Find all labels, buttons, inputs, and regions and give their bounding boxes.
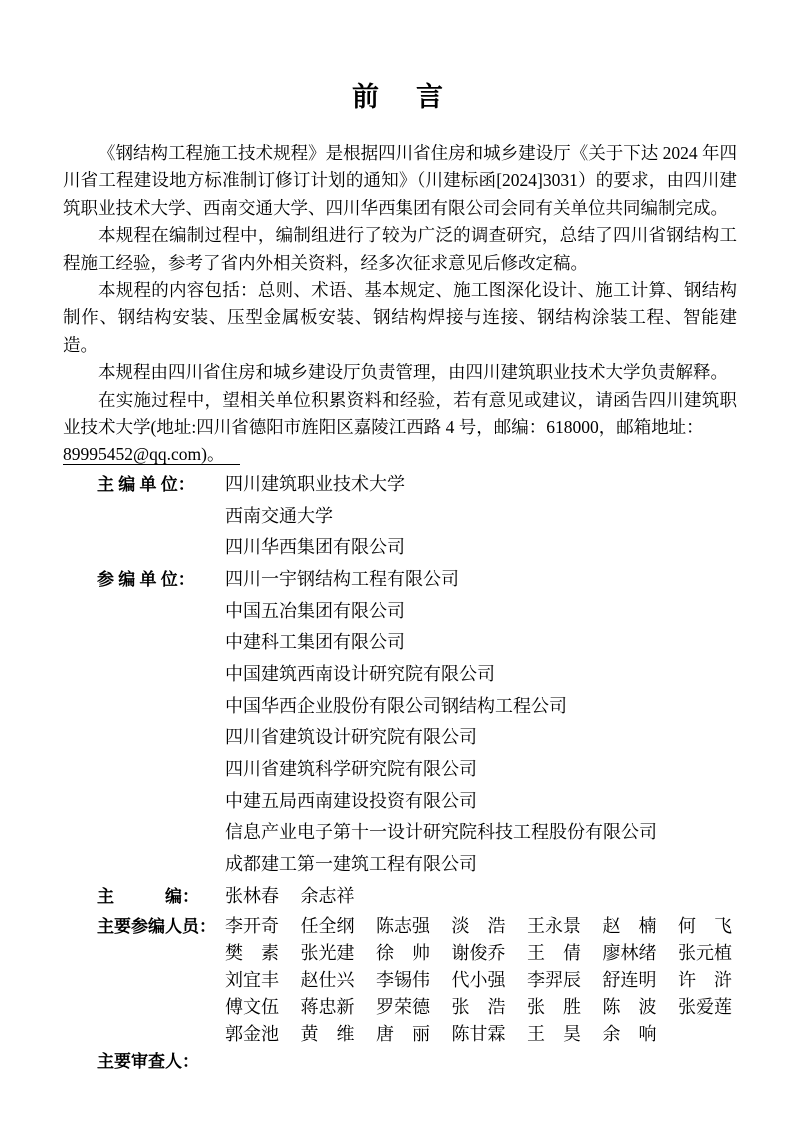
person-name: 淡 浩 <box>451 915 506 936</box>
label-spacer <box>97 786 225 818</box>
reviewers-row <box>63 1048 737 1075</box>
person-name: 任全纲 <box>300 915 355 936</box>
label-spacer <box>97 501 225 533</box>
participating-units-label: 参 编 单 位： <box>97 569 195 589</box>
participant-names <box>225 1021 737 1048</box>
participating-units-row <box>63 786 737 818</box>
chief-editors-label: 主 编： <box>97 886 199 906</box>
person-name: 陈 波 <box>602 996 657 1017</box>
unit-name: 中建科工集团有限公司 <box>225 632 405 653</box>
participants-row <box>63 940 737 967</box>
paragraph-text: 本规程由四川省住房和城乡建设厅负责管理，由四川建筑职业技术大学负责解释。 <box>98 362 728 383</box>
person-name: 何 飞 <box>678 915 732 936</box>
unit-name: 四川一宇钢结构工程有限公司 <box>225 568 459 589</box>
person-name: 张元植 <box>678 942 732 963</box>
person-name: 郭金池 <box>225 1023 279 1044</box>
unit-name: 中建五局西南建设投资有限公司 <box>225 790 477 811</box>
paragraph-management <box>63 359 737 386</box>
unit-name: 中国华西企业股份有限公司钢结构工程公司 <box>225 695 567 716</box>
paragraph-text: 本规程在编制过程中，编制组进行了较为广泛的调查研究，总结了四川省钢结构工程施工经验，参考了省内外相关资料，经多次征求意见后修改定稿。 <box>63 225 737 273</box>
label-spacer <box>97 627 225 659</box>
participating-units-row <box>63 627 737 659</box>
chief-editors-row <box>63 881 737 913</box>
person-name: 张林春 <box>225 885 279 906</box>
reviewer-names <box>225 1048 737 1075</box>
person-name: 李开奇 <box>225 915 279 936</box>
person-name: 舒连明 <box>602 969 657 990</box>
chief-units-row <box>63 469 737 501</box>
paragraph-process <box>63 222 737 277</box>
person-name: 王 倩 <box>527 942 581 963</box>
reviewers-label: 主要审查人： <box>97 1051 199 1071</box>
person-name: 余志祥 <box>300 885 355 906</box>
label-spacer <box>97 722 225 754</box>
person-name: 廖林绪 <box>602 942 657 963</box>
unit-name: 四川省建筑设计研究院有限公司 <box>225 727 477 748</box>
chief-units-row <box>63 532 737 564</box>
person-name: 李锡伟 <box>376 969 430 990</box>
person-name: 张爱莲 <box>678 996 732 1017</box>
person-name: 唐 丽 <box>376 1023 430 1044</box>
unit-name: 四川建筑职业技术大学 <box>225 473 405 494</box>
chief-units-label: 主 编 单 位： <box>97 474 195 494</box>
person-name: 黄 维 <box>300 1023 355 1044</box>
participating-units-row <box>63 817 737 849</box>
paragraph-text: 本规程的内容包括：总则、术语、基本规定、施工图深化设计、施工计算、钢结构制作、钢结构安装、压型金属板安装、钢结构焊接与连接、钢结构涂装工程、智能建造。 <box>63 280 737 355</box>
person-name: 蒋忠新 <box>300 996 355 1017</box>
participating-units-row <box>63 659 737 691</box>
paragraph-basis <box>63 140 737 222</box>
participating-units-row <box>63 754 737 786</box>
person-name: 李羿辰 <box>527 969 581 990</box>
unit-name: 中国五冶集团有限公司 <box>225 600 405 621</box>
page-title: 前 言 <box>352 82 448 112</box>
participants-row <box>63 1021 737 1048</box>
participating-units-row <box>63 564 737 596</box>
label-spacer <box>97 817 225 849</box>
label-spacer <box>97 691 225 723</box>
person-name: 王 昊 <box>527 1023 581 1044</box>
label-spacer <box>97 659 225 691</box>
paragraph-contact <box>63 387 737 469</box>
person-name: 许 浒 <box>678 969 732 990</box>
person-name: 张 胜 <box>527 996 581 1017</box>
paragraph-text: 在实施过程中，望相关单位积累资料和经验，若有意见或建议，请函告四川建筑职业技术大学(地址:四川省德阳市旌阳区嘉陵江西路 4 号，邮编：618000，邮箱地址： <box>63 389 737 438</box>
chief-units-row <box>63 501 737 533</box>
participants-label: 主要参编人员： <box>97 916 216 936</box>
label-spacer <box>97 754 225 786</box>
chief-editors-names <box>225 881 737 913</box>
preface-body <box>63 140 737 469</box>
person-name: 代小强 <box>451 969 506 990</box>
person-name: 赵 楠 <box>602 915 657 936</box>
person-name: 张光建 <box>300 942 355 963</box>
person-name: 陈志强 <box>376 915 430 936</box>
label-spacer <box>97 1021 225 1048</box>
unit-name: 西南交通大学 <box>225 505 333 526</box>
person-name: 张 浩 <box>451 996 506 1017</box>
participating-units-row <box>63 722 737 754</box>
label-spacer <box>97 532 225 564</box>
person-name: 赵仕兴 <box>300 969 355 990</box>
participant-names <box>225 994 749 1021</box>
participants-row <box>63 967 737 994</box>
participating-units-row <box>63 691 737 723</box>
person-name: 傅文伍 <box>225 996 279 1017</box>
credits-section <box>63 469 737 1075</box>
participants-row <box>63 994 737 1021</box>
person-name: 徐 帅 <box>376 942 430 963</box>
contact-email: 89995452@qq.com)。 <box>63 444 240 465</box>
participants-row <box>63 913 737 940</box>
participant-names <box>225 967 749 994</box>
label-spacer <box>97 967 225 994</box>
person-name: 樊 素 <box>225 942 279 963</box>
label-spacer <box>97 849 225 881</box>
person-name: 王永景 <box>527 915 581 936</box>
person-name: 罗荣德 <box>376 996 430 1017</box>
participant-names <box>225 940 749 967</box>
unit-name: 成都建工第一建筑工程有限公司 <box>225 854 477 875</box>
unit-name: 信息产业电子第十一设计研究院科技工程股份有限公司 <box>225 822 657 843</box>
label-spacer <box>97 596 225 628</box>
paragraph-contents <box>63 277 737 359</box>
participant-names <box>225 913 749 940</box>
paragraph-text: 《钢结构工程施工技术规程》是根据四川省住房和城乡建设厅《关于下达 2024 年四川省工程建设地方标准制订修订计划的通知》（川建标函[2024]3031）的要求，由四川建筑职业技术大学、西南交通大学、四川华西集团有限公司会同有关单位共同编制完成。 <box>63 143 737 218</box>
unit-name: 四川省建筑科学研究院有限公司 <box>225 759 477 780</box>
participating-units-row <box>63 849 737 881</box>
person-name: 余 响 <box>602 1023 657 1044</box>
label-spacer <box>97 994 225 1021</box>
unit-name: 中国建筑西南设计研究院有限公司 <box>225 664 495 684</box>
person-name: 谢俊乔 <box>451 942 506 963</box>
participating-units-row <box>63 596 737 628</box>
person-name: 陈甘霖 <box>451 1023 506 1044</box>
person-name: 刘宜丰 <box>225 969 279 990</box>
unit-name: 四川华西集团有限公司 <box>225 537 405 558</box>
label-spacer <box>97 940 225 967</box>
